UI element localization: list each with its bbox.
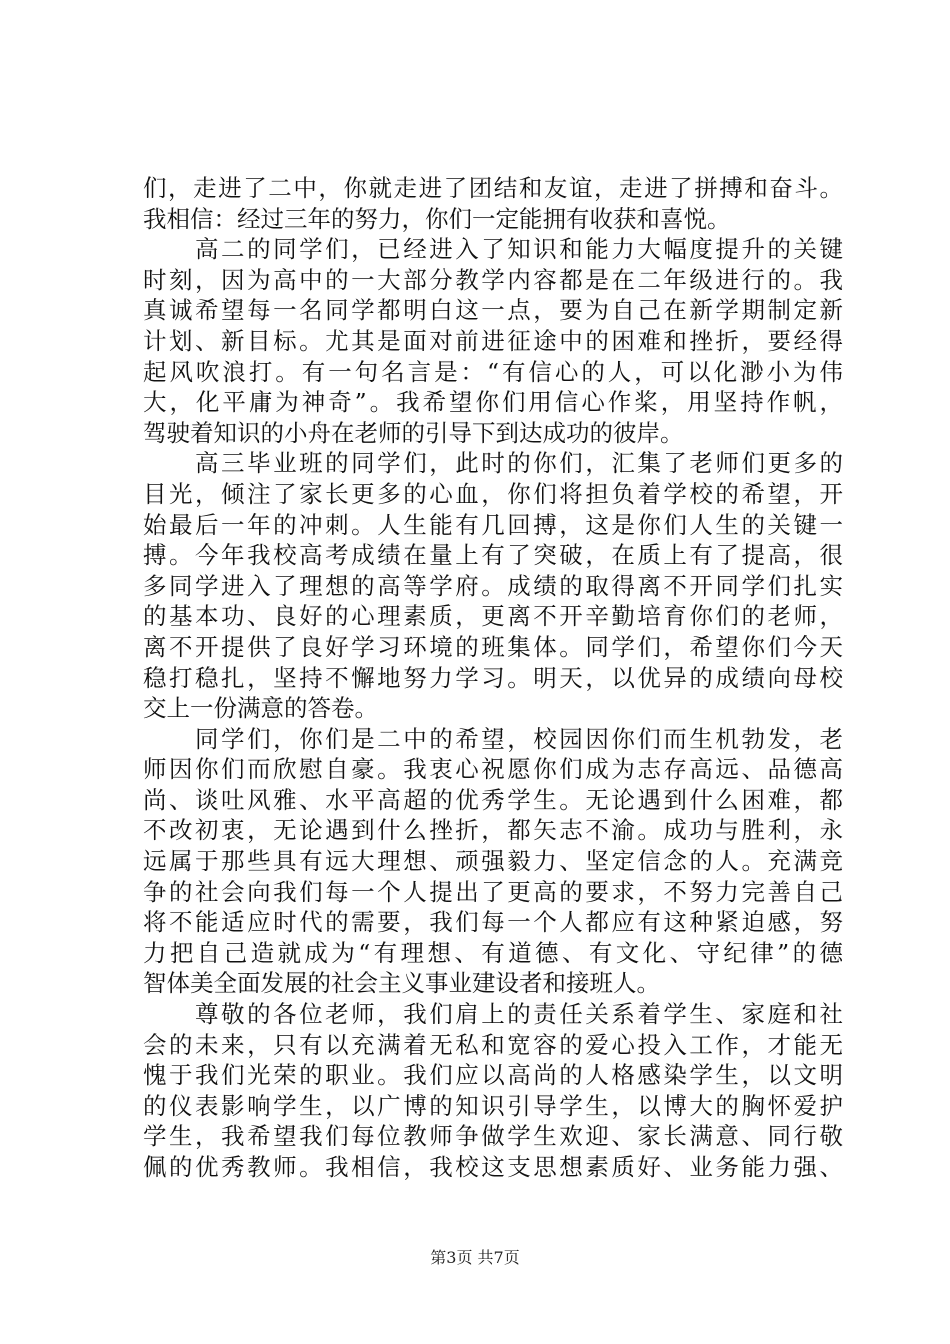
text-line: 将不能适应时代的需要，我们每一个人都应有这种紧迫感，努 <box>143 908 843 937</box>
text-line: 我相信：经过三年的努力，你们一定能拥有收获和喜悦。 <box>143 204 731 233</box>
text-line: 愧于我们光荣的职业。我们应以高尚的人格感染学生，以文明 <box>143 1061 843 1090</box>
text-line: 学生，我希望我们每位教师争做学生欢迎、家长满意、同行敬 <box>143 1122 843 1151</box>
text-line: 时刻，因为高中的一大部分教学内容都是在二年级进行的。我 <box>143 265 843 294</box>
text-line: 的基本功、良好的心理素质，更离不开辛勤培育你们的老师， <box>143 602 843 631</box>
text-line: 多同学进入了理想的高等学府。成绩的取得离不开同学们扎实 <box>143 571 843 600</box>
text-line: 远属于那些具有远大理想、顽强毅力、坚定信念的人。充满竞 <box>143 847 843 876</box>
text-line: 佩的优秀教师。我相信，我校这支思想素质好、业务能力强、 <box>143 1153 843 1181</box>
text-line: 争的社会向我们每一个人提出了更高的要求，不努力完善自己 <box>143 877 843 906</box>
text-line: 起风吹浪打。有一句名言是：“有信心的人，可以化渺小为伟 <box>143 357 843 386</box>
text-line: 尚、谈吐风雅、水平高超的优秀学生。无论遇到什么困难，都 <box>143 785 843 814</box>
text-line: 目光，倾注了家长更多的心血，你们将担负着学校的希望，开 <box>143 479 843 508</box>
text-line: 搏。今年我校高考成绩在量上有了突破，在质上有了提高，很 <box>143 541 843 570</box>
text-line: 们，走进了二中，你就走进了团结和友谊，走进了拼搏和奋斗。 <box>143 174 843 202</box>
text-line: 真诚希望每一名同学都明白这一点，要为自己在新学期制定新 <box>143 296 843 325</box>
text-line: 离不开提供了良好学习环境的班集体。同学们，希望你们今天 <box>143 632 843 661</box>
text-line: 始最后一年的冲刺。人生能有几回搏，这是你们人生的关键一 <box>143 510 843 539</box>
text-line: 驾驶着知识的小舟在老师的引导下到达成功的彼岸。 <box>143 418 684 447</box>
text-line: 高二的同学们，已经进入了知识和能力大幅度提升的关键 <box>143 235 843 264</box>
text-line: 大，化平庸为神奇”。我希望你们用信心作桨，用坚持作帆， <box>143 388 843 417</box>
text-line: 师因你们而欣慰自豪。我衷心祝愿你们成为志存高远、品德高 <box>143 755 843 784</box>
text-line: 智体美全面发展的社会主义事业建设者和接班人。 <box>143 969 660 998</box>
text-line: 的仪表影响学生，以广博的知识引导学生，以博大的胸怀爱护 <box>143 1091 843 1120</box>
text-line: 会的未来，只有以充满着无私和宽容的爱心投入工作，才能无 <box>143 1030 843 1059</box>
text-line: 交上一份满意的答卷。 <box>143 694 378 723</box>
text-line: 力把自己造就成为“有理想、有道德、有文化、守纪律”的德 <box>143 938 843 967</box>
text-line: 高三毕业班的同学们，此时的你们，汇集了老师们更多的 <box>143 449 843 478</box>
text-line: 尊敬的各位老师，我们肩上的责任关系着学生、家庭和社 <box>143 1000 843 1029</box>
text-line: 不改初衷，无论遇到什么挫折，都矢志不渝。成功与胜利，永 <box>143 816 843 845</box>
page-number-footer: 第3页 共7页 <box>430 1248 520 1267</box>
document-body <box>143 173 843 1183</box>
text-line: 同学们，你们是二中的希望，校园因你们而生机勃发，老 <box>143 724 843 753</box>
text-line: 稳打稳扎，坚持不懈地努力学习。明天，以优异的成绩向母校 <box>143 663 843 692</box>
text-line: 计划、新目标。尤其是面对前进征途中的困难和挫折，要经得 <box>143 326 843 355</box>
